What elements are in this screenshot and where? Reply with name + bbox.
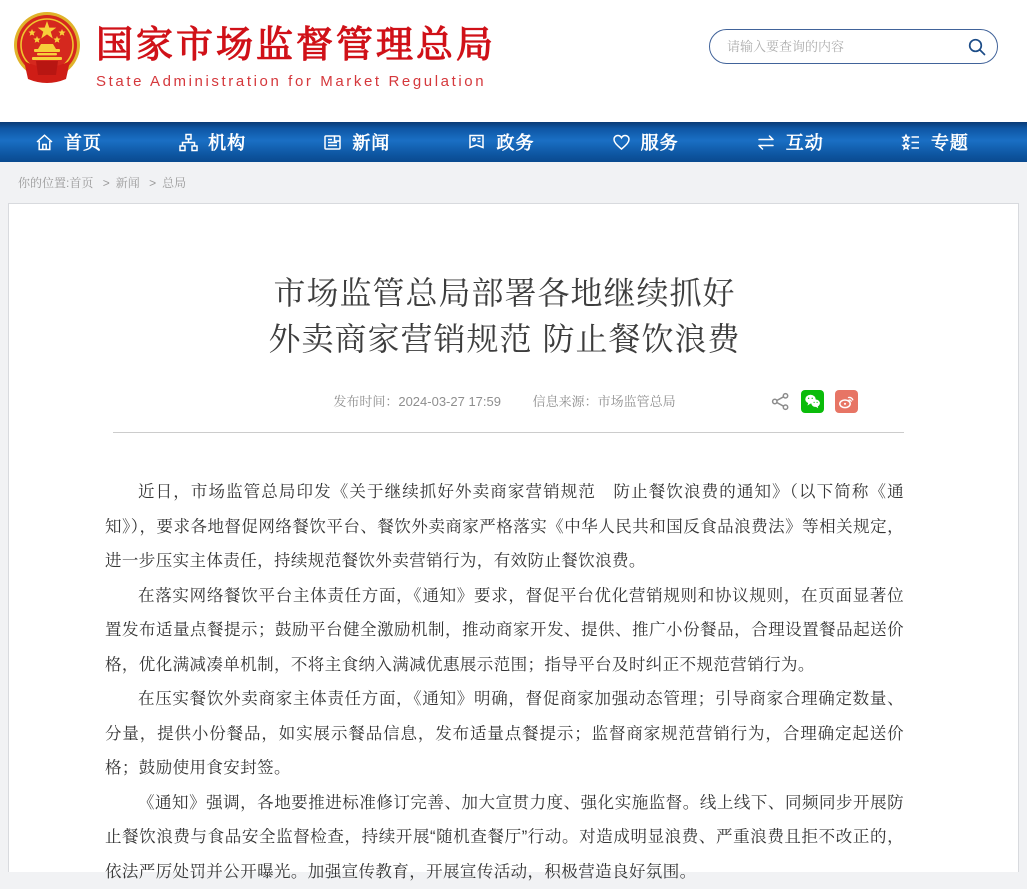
site-title-english: State Administration for Market Regulation [96, 73, 496, 90]
national-emblem-logo [10, 9, 84, 87]
article-paragraph: 在落实网络餐饮平台主体责任方面，《通知》要求，督促平台优化营销规则和协议规则，在页面显著位置发布适量点餐提示；鼓励平台健全激励机制，推动商家开发、提供、推广小份餐品，合理设置餐品起送价格，优化满减凑单机制，不将主食纳入满减优惠展示范围；指导平台及时纠正不规范营销行为。 [105, 579, 904, 683]
article-paragraph: 《通知》强调，各地要推进标准修订完善、加大宣贯力度、强化实施监督。线上线下、同频同步开展防止餐饮浪费与食品安全监督检查，持续开展“随机查餐厅”行动。对造成明显浪费、严重浪费且拒不改正的，依法严厉处罚并公开曝光。加强宣传教育，开展宣传活动，积极营造良好氛围。 [105, 786, 904, 889]
nav-item-org[interactable] [178, 129, 246, 155]
nav-item-topics[interactable] [900, 129, 969, 155]
article-meta [105, 389, 904, 415]
breadcrumb-item-home[interactable]: 首页 [69, 176, 93, 190]
title-divider [113, 432, 904, 433]
nav-item-services[interactable] [611, 129, 679, 155]
share-button[interactable] [770, 392, 790, 412]
article-title [105, 270, 904, 362]
share-toolbar [770, 390, 858, 413]
gov-document-icon [466, 132, 487, 153]
nav-item-gov[interactable] [466, 129, 534, 155]
nav-item-label: 新闻 [352, 129, 390, 155]
publish-time-label: 发布时间： [333, 394, 398, 409]
nav-item-label: 首页 [64, 129, 102, 155]
search-button[interactable] [957, 30, 997, 63]
nav-item-home[interactable] [34, 129, 102, 155]
site-brand [96, 22, 496, 90]
nav-item-label: 专题 [931, 129, 969, 155]
main-nav [0, 122, 1027, 162]
site-header [0, 0, 1027, 122]
weibo-icon [838, 393, 855, 410]
home-icon [34, 132, 55, 153]
breadcrumb [18, 174, 186, 191]
heart-icon [611, 132, 632, 153]
breadcrumb-item-news[interactable]: 新闻 [116, 176, 140, 190]
wechat-share-button[interactable] [801, 390, 824, 413]
nav-item-label: 政务 [496, 129, 534, 155]
publish-time-value: 2024-03-27 17:59 [398, 394, 501, 409]
breadcrumb-prefix: 你的位置: [18, 176, 69, 190]
nav-item-interaction[interactable] [755, 129, 824, 155]
site-title-chinese: 国家市场监督管理总局 [96, 22, 496, 68]
newspaper-icon [322, 132, 343, 153]
starred-list-icon [900, 132, 922, 153]
nav-item-label: 服务 [641, 129, 679, 155]
nav-item-label: 互动 [786, 129, 824, 155]
breadcrumb-separator: > [149, 176, 156, 190]
breadcrumb-strip [0, 162, 1027, 203]
share-icon [771, 392, 790, 411]
article-title-line2: 外卖商家营销规范 防止餐饮浪费 [269, 321, 741, 357]
source-label: 信息来源： [533, 394, 598, 409]
search-box [709, 29, 998, 64]
wechat-icon [804, 393, 821, 410]
weibo-share-button[interactable] [835, 390, 858, 413]
exchange-arrows-icon [755, 132, 777, 153]
article-paragraph: 近日，市场监管总局印发《关于继续抓好外卖商家营销规范 防止餐饮浪费的通知》（以下简称《通知》），要求各地督促网络餐饮平台、餐饮外卖商家严格落实《中华人民共和国反食品浪费法》等相关规定，进一步压实主体责任，持续规范餐饮外卖营销行为，有效防止餐饮浪费。 [105, 475, 904, 579]
sitemap-icon [178, 132, 199, 153]
breadcrumb-separator: > [103, 176, 110, 190]
source-value: 市场监管总局 [598, 394, 676, 409]
article-paragraph: 在压实餐饮外卖商家主体责任方面，《通知》明确，督促商家加强动态管理；引导商家合理确定数量、分量，提供小份餐品，如实展示餐品信息，发布适量点餐提示；监督商家规范营销行为，合理确定起送价格；鼓励使用食安封签。 [105, 682, 904, 786]
article-title-line1: 市场监管总局部署各地继续抓好 [273, 275, 735, 311]
nav-item-label: 机构 [208, 129, 246, 155]
search-icon [967, 37, 987, 57]
search-input[interactable] [710, 39, 957, 54]
article-body [105, 475, 904, 889]
nav-item-news[interactable] [322, 129, 390, 155]
breadcrumb-item-current: 总局 [162, 176, 186, 190]
article [9, 270, 1018, 889]
content-panel [8, 203, 1019, 872]
